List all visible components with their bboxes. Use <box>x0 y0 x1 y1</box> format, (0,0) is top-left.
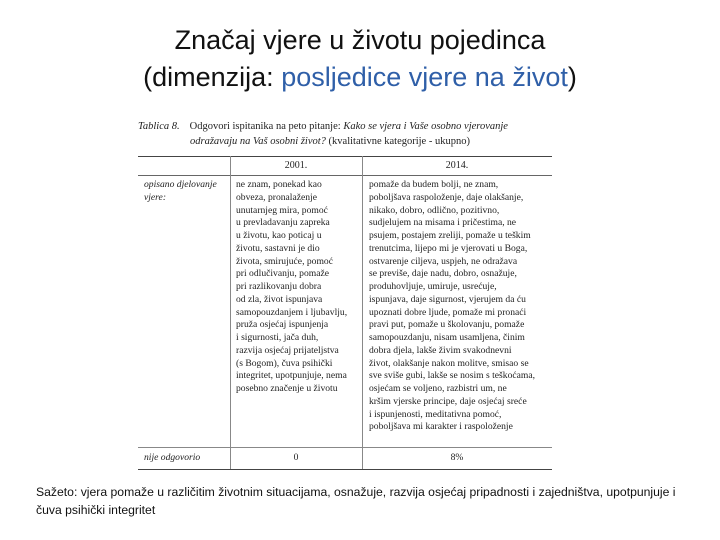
table-column-divider-2 <box>362 156 363 469</box>
cell-2001-described-effect: ne znam, ponekad kao obveza, pronalaženje unutarnjeg mira, pomoć u prevladavanju zapreka u životu, kao poticaj u životu, sastavni je dio života, smirujuće, pomoć pri odlučivanju, pomaže pri razlikovanju dobra od zla, život ispunjava samopouzdanjem i ljubavlju, pruža osjećaj ispunjenja i sigurnosti, jača duh, razvija osjećaj prijateljstva (s Bogom), čuva psihički integritet, upotpunjuje, nema posebno značenje u životu <box>236 179 348 394</box>
cell-2014-no-answer: 8% <box>450 452 464 463</box>
title-line-2-suffix: ) <box>567 62 577 92</box>
table-top-rule <box>138 156 552 157</box>
table-caption-line-2-plain: (kvalitativne kategorije - ukupno) <box>325 136 470 147</box>
slide-title <box>0 22 720 96</box>
column-header-2014: 2014. <box>445 160 469 171</box>
table-bottom-rule <box>138 469 552 470</box>
title-line-1: Značaj vjere u životu pojedinca <box>174 25 546 55</box>
table-caption-label: Tablica 8. <box>138 121 180 132</box>
table-column-divider-1 <box>230 156 231 469</box>
cell-2014-described-effect: pomaže da budem bolji, ne znam, poboljšava raspoloženje, daje olakšanje, nikako, dobro, odlično, pozitivno, sudjelujem na misama i pričestima, ne psujem, postajem zreliji, pomaže u teškim trenutcima, lijepo mi je vjerovati u Boga, ostvarenje ciljeva, uspjeh, ne odražava se previše, daje nadu, dobro, osnažuje, produhovljuje, umiruje, usrećuje, ispunjava, daje sigurnost, vjerujem da ću upoznati dobre ljude, pomaže mi pronaći pravi put, pomaže u školovanju, pomaže samopouzdanju, nisam usamljena, činim dobra djela, lakše živim svakodnevni život, olakšanje nakon molitve, smisao se sve sviše gubi, lakše se nosim s teškoćama, osjećam se voljeno, razbistri um, ne kršim vjerske principe, daje osjećaj sreće i ispunjenosti, meditativna pomoć, poboljšava mi karakter i raspoloženje <box>369 179 535 433</box>
table-caption-italic: Kako se vjera i Vaše osobno vjerovanje <box>343 121 508 132</box>
column-header-2001: 2001. <box>284 160 308 171</box>
title-line-2-prefix: (dimenzija: <box>143 62 282 92</box>
table-caption-line-2-italic: odražavaju na Vaš osobni život? <box>190 136 326 147</box>
row-label-no-answer: nije odgovorio <box>144 452 201 463</box>
cell-2001-no-answer: 0 <box>293 452 299 463</box>
summary-text: Sažeto: vjera pomaže u različitim životnim situacijama, osnažuje, razvija osjećaj pripadnosti i zajedništva, upotpunjuje i čuva psihički integritet <box>36 485 676 517</box>
table-image <box>138 113 552 470</box>
table-caption <box>138 119 552 149</box>
row-label-described-effect: opisano djelovanje vjere: <box>144 179 217 203</box>
table-header-rule <box>138 175 552 176</box>
title-line-2-accent: posljedice vjere na život <box>281 62 568 92</box>
table-caption-text: Odgovori ispitanika na peto pitanje: <box>189 121 344 132</box>
table-row-separator <box>138 447 552 448</box>
title-line-2 <box>0 59 720 96</box>
table-caption-line-2 <box>138 134 552 149</box>
